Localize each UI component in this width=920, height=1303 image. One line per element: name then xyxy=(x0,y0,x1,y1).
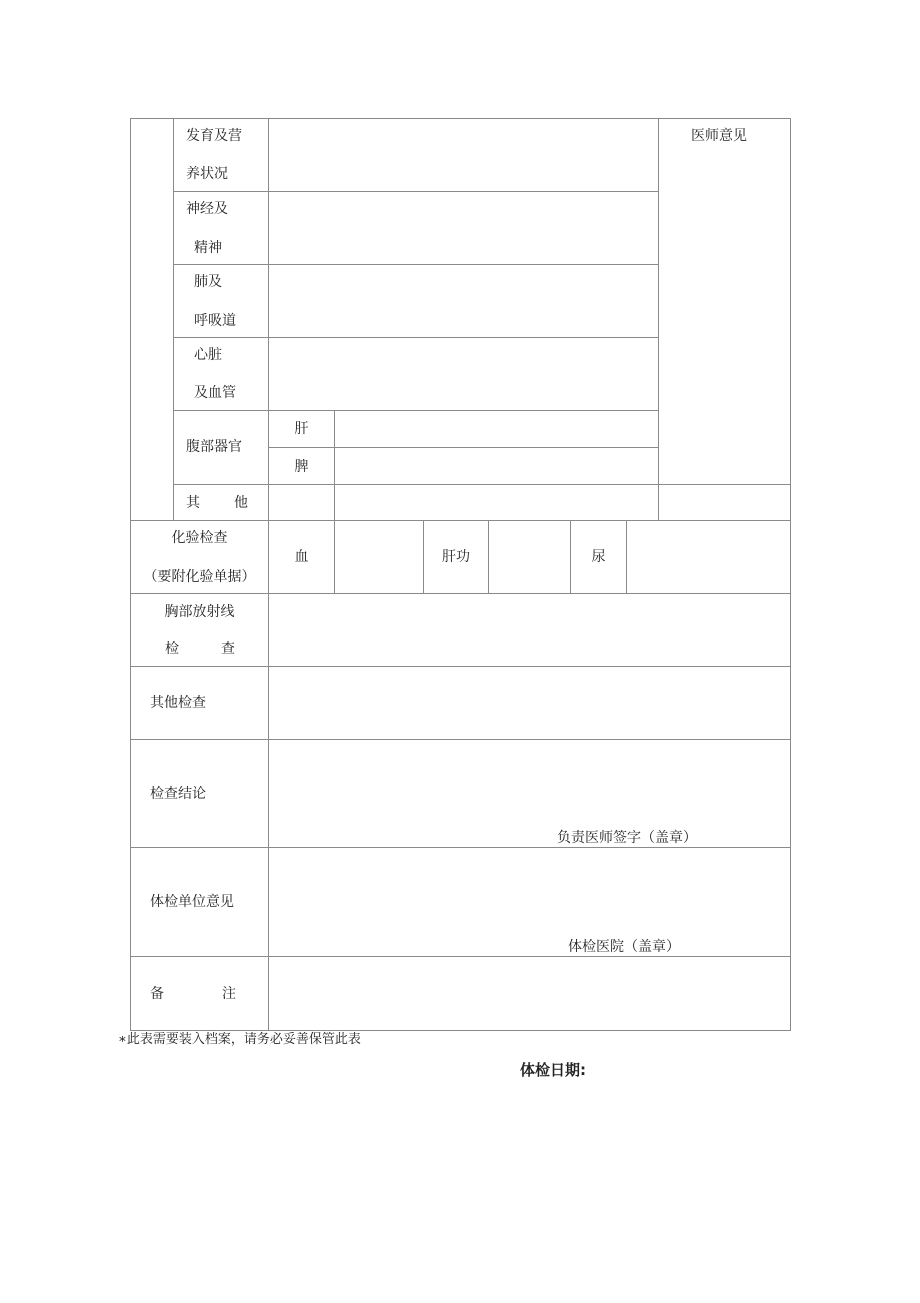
other-exam-label: 其他检查 xyxy=(150,695,206,711)
conclusion-label: 检查结论 xyxy=(150,786,206,802)
row-divider xyxy=(173,484,790,485)
form-border-right xyxy=(790,118,791,1031)
form-border-bottom xyxy=(130,1030,790,1031)
column-divider xyxy=(268,118,269,1031)
lab-label-line2: （要附化验单据） xyxy=(143,569,256,585)
item-spleen: 脾 xyxy=(294,459,309,475)
conclusion-signature: 负责医师签字（盖章） xyxy=(557,830,697,846)
item-nervous-line2: 精神 xyxy=(194,240,222,256)
item-heart-line1: 心脏 xyxy=(194,347,222,363)
row-divider xyxy=(130,956,790,957)
remarks-a: 备 xyxy=(150,986,164,1002)
column-divider xyxy=(488,520,489,594)
row-divider xyxy=(130,666,790,667)
unit-opinion-label: 体检单位意见 xyxy=(150,894,234,910)
lab-blood: 血 xyxy=(294,549,309,565)
lab-label-line1: 化验检查 xyxy=(171,530,228,546)
item-other-a: 其 xyxy=(186,495,200,511)
row-divider xyxy=(130,520,790,521)
row-divider xyxy=(130,593,790,594)
lab-urine: 尿 xyxy=(591,549,606,565)
row-divider xyxy=(173,337,658,338)
column-divider xyxy=(658,118,659,521)
lab-liver-function: 肝功 xyxy=(442,549,470,565)
item-development-line2: 养状况 xyxy=(186,166,228,182)
item-other-b: 他 xyxy=(234,495,248,511)
exam-date-label: 体检日期: xyxy=(520,1061,586,1079)
column-divider xyxy=(334,410,335,594)
item-development-line1: 发育及营 xyxy=(186,128,242,144)
item-lung-line2: 呼吸道 xyxy=(194,313,236,329)
column-divider xyxy=(173,118,174,521)
row-divider xyxy=(173,410,658,411)
doctor-opinion-label: 医师意见 xyxy=(691,128,747,144)
row-divider xyxy=(173,264,658,265)
unit-opinion-stamp: 体检医院（盖章） xyxy=(568,939,680,955)
chest-xray-line2-b: 查 xyxy=(221,641,235,657)
column-divider xyxy=(626,520,627,594)
row-divider xyxy=(130,847,790,848)
chest-xray-line1: 胸部放射线 xyxy=(164,604,235,620)
row-divider xyxy=(173,191,658,192)
footnote: ∗此表需要装入档案，请务必妥善保管此表 xyxy=(118,1032,361,1047)
chest-xray-line2-a: 检 xyxy=(165,641,179,657)
item-abdomen: 腹部器官 xyxy=(186,439,242,455)
remarks-b: 注 xyxy=(222,986,236,1002)
row-divider xyxy=(268,447,658,448)
row-divider xyxy=(130,739,790,740)
item-nervous-line1: 神经及 xyxy=(186,201,228,217)
item-lung-line1: 肺及 xyxy=(194,274,222,290)
item-liver: 肝 xyxy=(294,421,309,437)
item-heart-line2: 及血管 xyxy=(194,385,236,401)
form-border-top xyxy=(130,118,790,119)
